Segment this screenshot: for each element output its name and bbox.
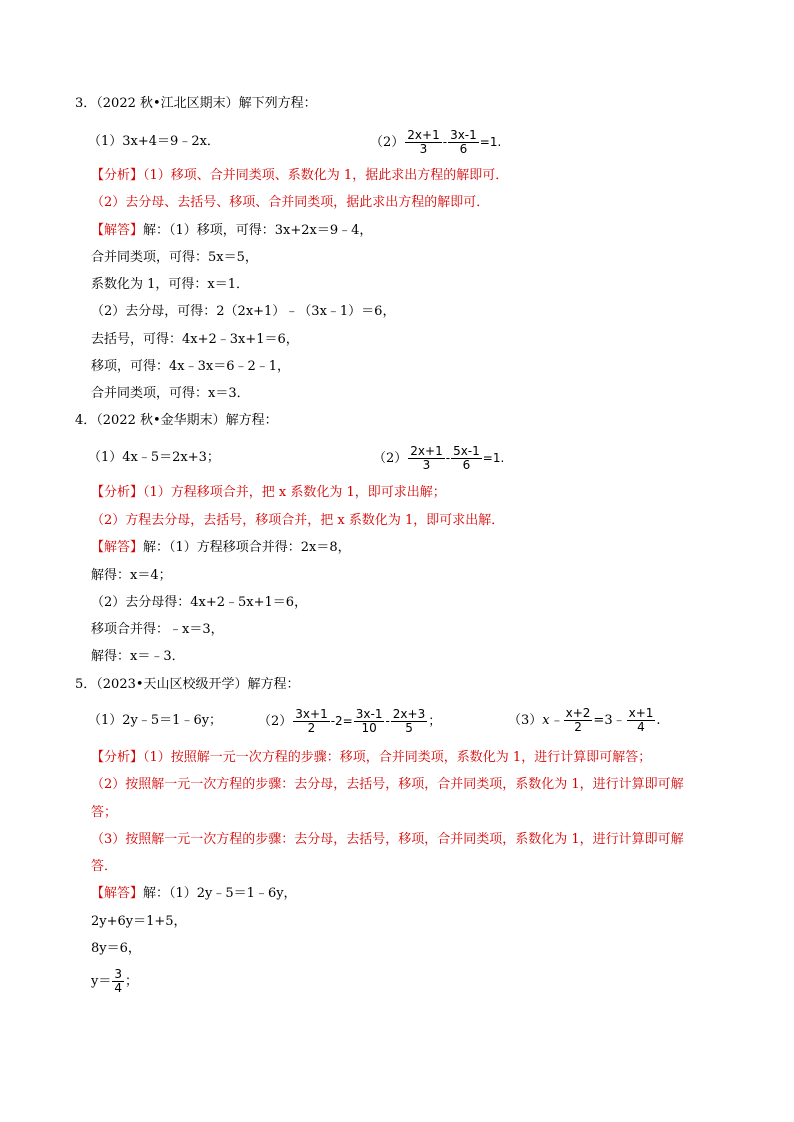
q3-step: （2）去分母，可得：2（2x+1）﹣（3x﹣1）＝6， <box>91 304 396 319</box>
q5-p3-mid: =3﹣ <box>593 713 626 728</box>
q4-step: 解得：x＝4； <box>91 568 172 583</box>
q5-p3-f1-num: x+2 <box>565 706 591 720</box>
q4-part2-label: （2） <box>373 451 408 466</box>
q4-f1-num: 2x+1 <box>410 444 443 458</box>
q5-part3-label: （3） <box>508 713 543 728</box>
q4-analysis-1-text: （1）方程移项合并，把 x 系数化为 1，即可求出解； <box>143 485 446 500</box>
q4-answer-1 <box>91 540 351 556</box>
q5-final-num: 3 <box>114 967 122 981</box>
q3-step: 合并同类项，可得：x＝3． <box>91 386 250 401</box>
q4-analysis-1 <box>91 485 446 501</box>
q4-part2 <box>373 438 504 479</box>
q4-part1 <box>88 450 220 466</box>
q5-p3-f2-num: x+1 <box>628 706 654 720</box>
q5-part3 <box>508 701 661 741</box>
q5-p2-mid: -2= <box>330 714 353 728</box>
q3-part1-label: （1） <box>88 134 123 149</box>
q3-analysis-1-text: （1）移项、合并同类项、系数化为 1，据此求出方程的解即可． <box>143 168 509 183</box>
q4-op: - <box>445 451 451 465</box>
q4-step: （2）去分母得：4x+2﹣5x+1＝6， <box>91 595 308 610</box>
q4-f1-den: 3 <box>422 458 431 472</box>
q5-answer-tag: 【解答】 <box>91 886 144 901</box>
q4-f2-num: 5x-1 <box>453 444 480 458</box>
q5-p3-tail: . <box>656 713 661 728</box>
q5-part1-eq: 2y﹣5＝1﹣6y； <box>122 713 223 728</box>
q5-analysis-1 <box>91 750 651 766</box>
q5-p2-f2-den: 10 <box>361 721 377 735</box>
q3-answer-first: 解：（1）移项，可得：3x+2x＝9﹣4， <box>143 223 373 238</box>
q5-analysis-3b: 答． <box>91 859 118 874</box>
q4-analysis-2: （2）方程去分母，去括号，移项合并，把 x 系数化为 1，即可求出解． <box>91 513 505 528</box>
q3-tail: =1. <box>479 135 502 149</box>
q3-f1-num: 2x+1 <box>407 128 440 142</box>
q3-fraction-1 <box>405 129 441 156</box>
q3-part2 <box>370 122 501 163</box>
q5-part2 <box>258 701 441 742</box>
q5-analysis-2a: （2）按照解一元一次方程的步骤：去分母，去括号，移项，合并同类项，系数化为 1，进行计算即可解 <box>91 777 684 792</box>
q3-step: 系数化为 1，可得：x＝1． <box>91 277 250 292</box>
q5-p2-f1-den: 2 <box>307 721 316 735</box>
q5-p3-fraction-2 <box>627 707 656 734</box>
q5-p3-lead: x﹣ <box>542 713 563 728</box>
q4-fraction-2 <box>451 445 482 472</box>
q5-analysis-2b: 答； <box>91 805 118 820</box>
q5-final-lead: y＝ <box>91 974 112 989</box>
q3-title: 3．（2022 秋•江北区期末）解下列方程： <box>75 96 317 111</box>
q3-answer-1 <box>91 223 372 239</box>
q4-step: 移项合并得：﹣x＝3， <box>91 622 224 637</box>
q5-part1-label: （1） <box>88 713 123 728</box>
q5-p2-f3-num: 2x+3 <box>392 707 426 721</box>
q4-fraction-1 <box>408 445 444 472</box>
q5-p3-fraction-1 <box>564 707 593 734</box>
q5-final-tail: ； <box>125 974 139 989</box>
q5-final-fraction <box>112 968 124 995</box>
q5-p2-f2-num: 3x-1 <box>355 707 383 721</box>
q5-p2-tail: ； <box>428 714 442 729</box>
q4-analysis-tag: 【分析】 <box>91 485 144 500</box>
q3-part2-label: （2） <box>370 135 405 150</box>
q3-part1 <box>88 134 220 150</box>
q5-step: 2y+6y＝1+5， <box>91 914 187 929</box>
q3-answer-tag: 【解答】 <box>91 223 144 238</box>
q3-fraction-2 <box>448 129 479 156</box>
q3-op: - <box>442 135 448 149</box>
q5-p3-f2-den: 4 <box>637 720 645 734</box>
q5-p3-f1-den: 2 <box>574 720 582 734</box>
q4-title: 4．（2022 秋•金华期末）解方程： <box>75 413 278 428</box>
q5-p2-f3-den: 5 <box>405 721 413 735</box>
q3-analysis-1 <box>91 168 508 184</box>
q3-step: 去括号，可得：4x+2﹣3x+1＝6， <box>91 332 299 347</box>
q5-analysis-1-text: （1）按照解一元一次方程的步骤：移项，合并同类项，系数化为 1，进行计算即可解答； <box>143 750 652 765</box>
q4-step: 解得：x＝﹣3． <box>91 649 185 664</box>
q5-part2-label: （2） <box>258 714 293 729</box>
q5-step: 8y＝6， <box>91 941 141 956</box>
q5-final-answer <box>91 962 138 1002</box>
q5-p2-fraction-1 <box>293 708 329 735</box>
q5-p2-f1-num: 3x+1 <box>295 707 328 721</box>
q3-part1-eq: 3x+4＝9﹣2x． <box>122 134 220 149</box>
q4-part1-label: （1） <box>88 450 123 465</box>
q3-step: 合并同类项，可得：5x＝5， <box>91 250 258 265</box>
q3-f2-num: 3x-1 <box>450 128 477 142</box>
q3-analysis-2: （2）去分母、去括号、移项、合并同类项，据此求出方程的解即可． <box>91 195 490 210</box>
q5-final-den: 4 <box>114 981 122 995</box>
q4-tail: =1. <box>482 451 505 465</box>
q5-part1 <box>88 713 222 729</box>
q5-analysis-tag: 【分析】 <box>91 750 144 765</box>
q3-f2-den: 6 <box>459 142 468 156</box>
q5-title: 5．（2023•天山区校级开学）解方程： <box>75 677 300 692</box>
q3-step: 移项，可得：4x﹣3x＝6﹣2﹣1， <box>91 359 291 374</box>
q4-f2-den: 6 <box>462 458 471 472</box>
q4-answer-first: 解：（1）方程移项合并得：2x＝8， <box>143 540 351 555</box>
q4-answer-tag: 【解答】 <box>91 540 144 555</box>
q3-f1-den: 3 <box>419 142 428 156</box>
q4-part1-eq: 4x﹣5＝2x+3； <box>122 450 220 465</box>
q5-p2-fraction-3 <box>391 708 427 735</box>
q5-answer-first: 解：（1）2y﹣5＝1﹣6y， <box>143 886 297 901</box>
q5-answer-1 <box>91 886 297 902</box>
q3-analysis-tag: 【分析】 <box>91 168 144 183</box>
q5-p2-op: - <box>385 714 390 728</box>
q5-analysis-3a: （3）按照解一元一次方程的步骤：去分母，去括号，移项，合并同类项，系数化为 1，进行计算即可解 <box>91 832 684 847</box>
q5-p2-fraction-2 <box>354 708 385 735</box>
